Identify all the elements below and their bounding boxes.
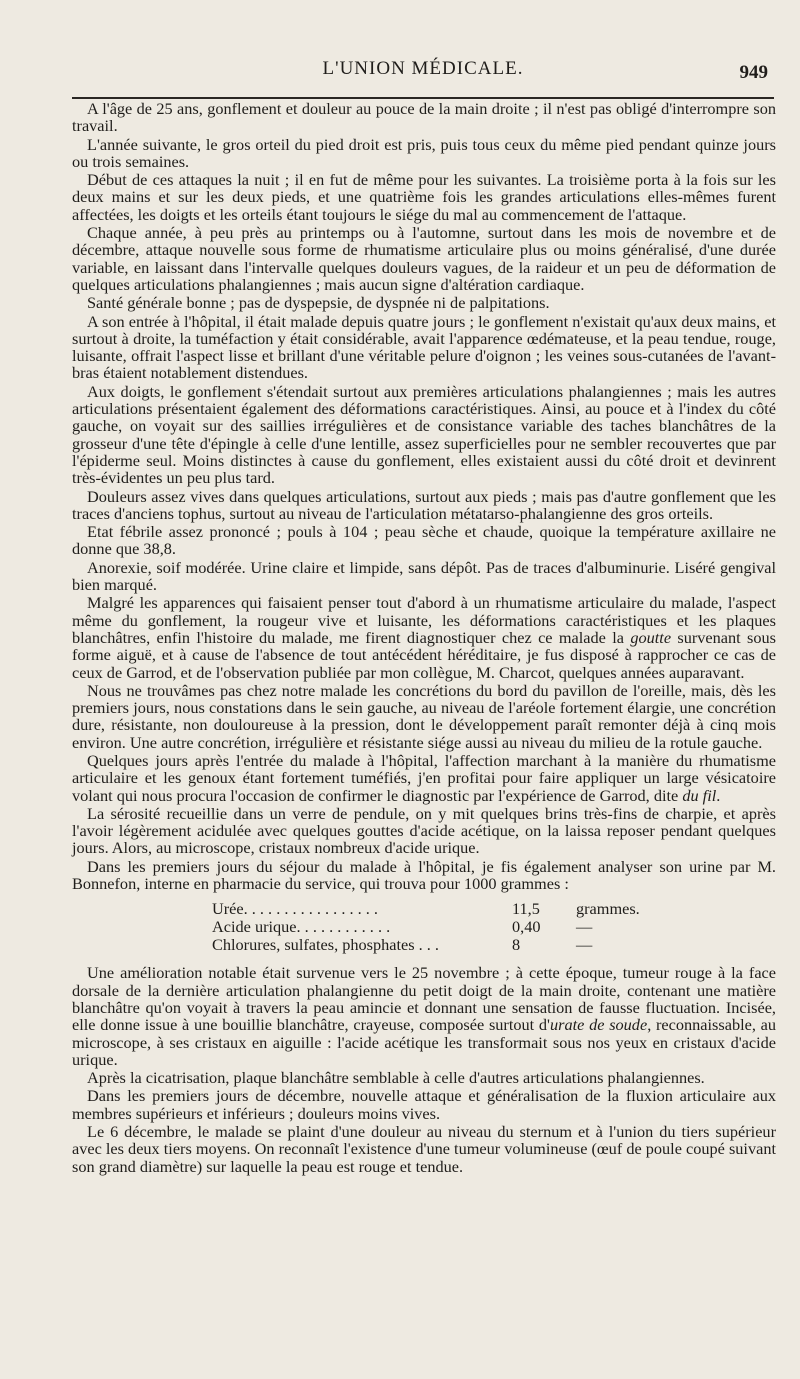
table-cell: grammes. <box>576 899 640 919</box>
table-row <box>212 900 640 918</box>
paragraph: Santé générale bonne ; pas de dyspepsie, de dyspnée ni de palpitations. <box>87 293 550 313</box>
paragraph: Nous ne trouvâmes pas chez notre malade les concrétions du bord du pavillon de l'oreille, mais, dès les premiers jours, nous constations dans le sein gauche, au niveau de l'aréole fortement élargie, une concrétion dure, résistante, non douloureuse à la pression, dont le développement paraît remonter déjà à cinq mois environ. Une autre concrétion, irrégulière et résistante siége aussi au niveau du milieu de la rotule gauche. <box>72 680 776 752</box>
paragraph: Anorexie, soif modérée. Urine claire et limpide, sans dépôt. Pas de traces d'albuminurie. Liséré gengival bien marqué. <box>72 557 776 595</box>
journal-title: L'UNION MÉDICALE. <box>322 58 524 79</box>
paragraph: Le 6 décembre, le malade se plaint d'une douleur au niveau du sternum et à l'union du tiers supérieur avec les deux tiers moyens. On reconnaît l'existence d'une tumeur volumineuse (œuf de poule coupé suivant son grand diamètre) sur laquelle la peau est rouge et tendue. <box>72 1122 776 1176</box>
italic-term: du fil <box>682 785 717 805</box>
text-run: Quelques jours après l'entrée du malade à l'hôpital, l'affection marchant à la manière du rhumatisme articulaire et les genoux étant fortement tuméfiés, j'en profitai pour faire appliquer un large vésicatoire volant qui nous procura l'occasion de confirmer le diagnostic par l'expérience de Garrod, dite <box>72 750 776 805</box>
paragraph-urate <box>72 964 776 1068</box>
paragraph: Dans les premiers jours du séjour du malade à l'hôpital, je fis également analyser son urine par M. Bonnefon, interne en pharmacie du service, qui trouva pour 1000 grammes : <box>72 856 776 894</box>
paragraph: Etat fébrile assez prononcé ; pouls à 104 ; peau sèche et chaude, quoique la température axillaire ne donne que 38,8. <box>72 522 776 559</box>
table-cell: 0,40 <box>512 917 541 937</box>
italic-term: urate de soude <box>549 1015 648 1035</box>
text-run: Une amélioration notable était survenue vers le 25 novembre ; à cette époque, tumeur rouge à la face dorsale de la dernière articulation phalangienne du petit doigt de la main droite, contenant une matière blanchâtre qu'on voyait à travers la peau amincie et donnant une sensation de fausse fluctuation. Incisée, elle donne issue à une bouillie blanchâtre, crayeuse, composée surtout d' <box>72 963 776 1035</box>
paragraph: La sérosité recueillie dans un verre de pendule, on y mit quelques brins très-fins de charpie, et après l'avoir légèrement acidulée avec quelques gouttes d'acide acétique, on la laissa reposer pendant quelques jours. Alors, au microscope, cristaux nombreux d'acide urique. <box>72 803 776 858</box>
paragraph: Douleurs assez vives dans quelques articulations, surtout aux pieds ; mais pas d'autre gonflement que les traces d'anciens tophus, surtout au niveau de l'articulation métatarso-phalangienne des gros orteils. <box>72 486 776 523</box>
text-run: , reconnaissable, au microscope, à ses cristaux en aiguille : l'acide acétique les transformait sous nos yeux en cristaux d'acide urique. <box>72 1015 777 1069</box>
table-cell: Chlorures, sulfates, phosphates . . . <box>212 935 439 955</box>
text-run: . <box>716 785 721 805</box>
paragraph: Chaque année, à peu près au printemps ou à l'automne, surtout dans les mois de novembre et de décembre, attaque nouvelle sous forme de rhumatisme articulaire plus ou moins généralisé, d'une durée variable, en laissant dans l'intervalle quelques douleurs vagues, de la raideur et un peu de déformation de quelques articulations phalangiennes ; mais aucun signe d'altération cardiaque. <box>72 223 776 294</box>
text-run: Malgré les apparences qui faisaient penser tout d'abord à un rhumatisme articulaire du malade, l'aspect même du gonflement, la rougeur vive et luisante, les déformations caractéristiques et les plaques blanchâtres, enfin l'histoire du malade, me firent diagnostiquer chez ce malade la <box>72 593 776 647</box>
italic-term: goutte <box>630 627 672 647</box>
text-run: survenant sous forme aiguë, et à cause de l'absence de tout antécédent héréditaire, je fus disposé à rapprocher ce cas de ceux de Garrod, et de l'observation publiée par mon collègue, M. Charcot, quelques années auparavant. <box>72 627 776 682</box>
paragraph: L'année suivante, le gros orteil du pied droit est pris, puis tous ceux du même pied pendant quinze jours ou trois semaines. <box>72 134 776 171</box>
urine-analysis-table <box>212 900 640 954</box>
paragraph: A son entrée à l'hôpital, il était malade depuis quatre jours ; le gonflement n'existait qu'aux deux mains, et surtout à droite, la tuméfaction y était considérable, avait l'apparence œdémateuse, et la peau tendue, rouge, luisante, offrait l'aspect lisse et brillant d'une véritable pelure d'oignon ; les veines sous-cutanées de l'avant-bras étaient notablement distendues. <box>72 311 776 383</box>
page-number: 949 <box>739 62 768 83</box>
paragraph-fil <box>72 752 776 804</box>
paragraph: Début de ces attaques la nuit ; il en fut de même pour les suivantes. La troisième porta à la fois sur les deux mains et sur les deux pieds, et une quatrième fois les grandes articulations elles-mêmes furent affectées, les doigts et les orteils étant toujours le siége du mal au commencement de l'attaque. <box>72 170 776 224</box>
paragraph-goutte <box>72 594 776 680</box>
table-cell: Acide urique. . . . . . . . . . . . <box>212 917 391 937</box>
table-cell: 8 <box>512 935 521 955</box>
running-header <box>72 58 774 88</box>
paragraph: A l'âge de 25 ans, gonflement et douleur au pouce de la main droite ; il n'est pas obligé d'interrompre son travail. <box>72 99 776 136</box>
table-cell: — <box>576 935 593 955</box>
table-row <box>212 918 640 936</box>
table-cell: — <box>576 917 593 937</box>
article-body <box>72 100 776 1176</box>
paragraph: Après la cicatrisation, plaque blanchâtre semblable à celle d'autres articulations phalangiennes. <box>87 1068 705 1088</box>
table-row <box>212 936 640 954</box>
paragraph: Dans les premiers jours de décembre, nouvelle attaque et généralisation de la fluxion articulaire aux membres supérieurs et inférieurs ; douleurs moins vives. <box>72 1086 776 1123</box>
paragraph: Aux doigts, le gonflement s'étendait surtout aux premières articulations phalangiennes ; mais les autres articulations présentaient également des déformations caractéristiques. Ainsi, au pouce et à l'index du côté gauche, on voyait sur des saillies irrégulières et de consistance variable des taches blanchâtres de la grosseur d'une tête d'épingle à celle d'une lentille, assez superficielles pour ne sembler recouvertes que par l'épiderme seul. Moins distinctes à cause du gonflement, elles existaient aussi du côté droit et devinrent très-évidentes un peu plus tard. <box>72 381 776 488</box>
table-cell: Urée. . . . . . . . . . . . . . . . . <box>212 899 378 919</box>
table-cell: 11,5 <box>512 899 540 919</box>
